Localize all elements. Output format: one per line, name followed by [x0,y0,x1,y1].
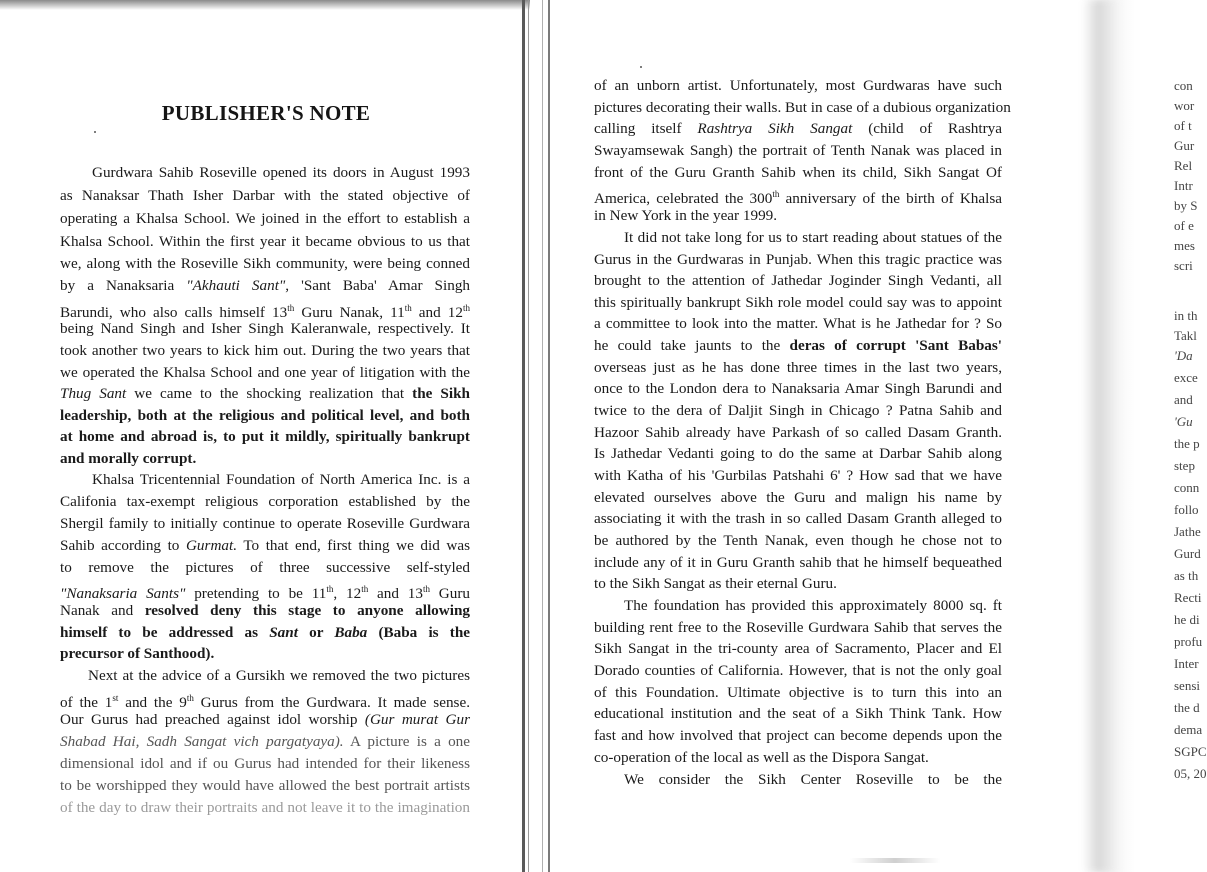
text-line: precursor of Santhood). [60,645,215,662]
text-line: educational institution and the seat of a Sikh Think Tank. How [594,705,1002,722]
edge-text-line: and [1174,392,1193,407]
edge-text-line: as th [1174,568,1199,583]
gutter-line [542,0,543,872]
edge-text-line: conn [1174,480,1200,495]
edge-text-line: mes [1174,238,1195,253]
text-run: To that end, first thing we did was [237,537,470,554]
text-run: calling itself [594,120,698,137]
text-run-italic: Thug Sant [60,385,127,402]
text-line: Shergil family to initially continue to operate Roseville Gurdwara [60,515,470,532]
text-line: Is Jathedar Vedanti going to do the same at Darbar Sahib along [594,445,1002,462]
text-line: Dorado counties of California. However, that is not the only goal [594,662,1002,679]
text-line: a committee to look into the matter. What is he Jathedar for ? So [594,315,1002,332]
text-line: Swayamsewak Sangh) the portrait of Tenth Nanak was placed in [594,142,1002,159]
text-run: Sahib according to [60,537,186,554]
text-line: be authored by the Tenth Nanak, even though he chose not to [594,532,1002,549]
text-line: Hazoor Sahib already have Parkash of so called Dasam Granth. [594,424,1002,441]
text-run: Guru Nanak, 11 [294,304,405,322]
text-run-bold: (Baba is the [367,624,471,641]
text-run-bold-italic: Baba [334,624,368,641]
text-run: and 13 [368,585,423,603]
text-line: pictures decorating their walls. But in case of a dubious organization [594,99,1011,116]
text-run: we came to the shocking realization that [126,385,413,402]
text-line: Califonia tax-exempt religious corporation established by the [60,493,470,510]
text-line [594,119,1002,139]
text-line: with Katha of his 'Gurbilas Patshahi 6' ? How sad that we have [594,467,1002,484]
text-line: we operated the Khalsa School and one year of litigation with the [60,364,470,381]
gutter-line [548,0,550,872]
edge-text-line: Takl [1174,328,1197,343]
speck [640,66,642,68]
text-line [60,710,470,730]
text-line: of the day to draw their portraits and not leave it to the imagination [60,799,470,816]
text-line: front of the Guru Granth Sahib when its child, Sikh Sangat Of [594,164,1002,181]
text-line: leadership, both at the religious and political level, and both [60,407,470,424]
edge-text-line: Intr [1174,178,1193,193]
superscript: th [186,693,194,703]
text-line [60,601,470,621]
superscript: th [462,303,470,313]
edge-text-line: SGPC [1174,744,1207,759]
text-line: we, along with the Roseville Sikh community, were being conned [60,255,470,272]
left-page [0,0,522,872]
text-line: at home and abroad is, to put it mildly, spiritually bankrupt [60,428,470,445]
text-run: dimensional idol and if ou [60,755,229,772]
edge-text-line: profu [1174,634,1203,649]
text-run-bold: or [297,624,335,641]
gutter-line [522,0,525,872]
text-line [60,536,470,556]
text-run-italic: Gurmat. [185,537,238,554]
book-gutter [522,0,556,872]
edge-text-line: exce [1174,370,1198,385]
edge-text-line: 'Gu [1174,414,1193,429]
text-run: anniversary of the birth of Khalsa [779,190,1002,208]
text-run: A picture is a one [343,733,470,750]
text-line: Khalsa School. Within the first year it became obvious to us that [60,233,470,250]
gutter-line [528,0,529,872]
edge-text-line: the d [1174,700,1200,715]
text-run: , 'Sant Baba' Amar Singh [285,277,471,294]
edge-text-line: step [1174,458,1195,473]
text-line: to the Sikh Sangat as their eternal Guru. [594,575,837,592]
edge-text-line: 05, 20 [1174,766,1207,781]
superscript: th [361,584,369,594]
edge-text-line: the p [1174,436,1200,451]
edge-text-line: follo [1174,502,1199,517]
superscript: th [326,584,334,594]
edge-text-line: Inter [1174,656,1199,671]
text-line: to remove the pictures of three successive self-styled [60,559,470,576]
text-line [60,276,470,296]
text-run: and the 9 [118,694,187,712]
text-line: Sikh Sangat in the tri-county area of Sacramento, Placer and El [594,640,1002,657]
edge-text-line: con [1174,78,1193,93]
text-line: associating it with the trash in so called Dasam Granth alleged to [594,510,1002,527]
superscript: th [404,303,412,313]
edge-text-line: by S [1174,198,1198,213]
edge-text-line: Gurd [1174,546,1201,561]
text-line: Khalsa Tricentennial Foundation of North America Inc. is a [92,471,470,488]
next-page-edge [1082,0,1207,872]
text-line: as Nanaksar Thath Isher Darbar with the stated objective of [60,187,470,204]
page-title: PUBLISHER'S NOTE [161,101,371,125]
edge-text-line: Gur [1174,138,1195,153]
text-run-italic: "Akhauti Sant" [186,277,286,294]
text-run-bold-italic: Sant [269,624,298,641]
text-line: We consider the Sikh Center Roseville to be the [624,771,1002,788]
text-line [594,336,1002,356]
text-line: overseas just as he has done three times in the last two years, [594,359,1002,376]
text-run-bold: himself to be addressed as [60,624,270,641]
text-run-italic: Rashtrya Sikh Sangat [697,120,853,137]
text-line [60,623,470,643]
text-line: this spiritually bankrupt Sikh role model could say was to appoint [594,294,1002,311]
edge-text-line: in th [1174,308,1198,323]
text-run: of the 1 [60,694,113,712]
text-line: include any of it in Guru Granth sahib that he himself bequeathed [594,554,1002,571]
right-page [556,0,1076,872]
text-line: operating a Khalsa School. We joined in the effort to establish a [60,210,470,227]
text-run: Our Gurus had preached against idol worship [60,711,365,728]
text-line: Next at the advice of a Gursikh we removed the two pictures [88,667,470,684]
text-line: being Nand Singh and Isher Singh Kaleranwale, respectively. It [60,320,470,337]
edge-text-line: of e [1174,218,1194,233]
edge-text-line: sensi [1174,678,1200,693]
edge-text-line: wor [1174,98,1195,113]
text-line: co-operation of the local as well as the Dispora Sangat. [594,749,929,766]
edge-text-line: 'Da [1174,348,1193,363]
text-line: took another two years to kick him out. During the two years that [60,342,470,359]
edge-text-line: Jathe [1174,524,1201,539]
edge-text-line: Recti [1174,590,1202,605]
text-run: Barundi, who also calls himself 13 [60,304,288,322]
text-run: he could take jaunts to the [594,337,790,354]
text-line: It did not take long for us to start reading about statues of the [624,229,1002,246]
superscript: th [287,303,295,313]
edge-text-line: Rel [1174,158,1193,173]
text-line: brought to the attention of Jathedar Joginder Singh Vedanti, all [594,272,1002,289]
text-run-bold: resolved deny this stage to anyone allowing [144,602,470,619]
text-line: elevated ourselves above the Guru and malign his name by [594,489,1002,506]
text-run: Gurus from the Gurdwara. It made sense. [193,694,470,712]
text-line: to be worshipped they would have allowed the best portrait artists [60,777,470,794]
superscript: th [422,584,430,594]
text-run: and 12 [411,304,463,322]
page-curl-shadow [1082,0,1118,872]
text-line: building rent free to the Roseville Gurdwara Sahib that serves the [594,619,1002,636]
text-run: America, celebrated the 300 [594,190,773,208]
speck [94,131,96,133]
text-run: pretending to be 11 [185,585,327,603]
text-run: Guru [429,585,470,603]
text-line [60,754,470,774]
text-run-bold: deras of corrupt 'Sant Babas' [789,337,1002,354]
text-run-bold: the Sikh [412,385,470,402]
edge-text-line: scri [1174,258,1193,273]
text-run: Gurus had intended for their likeness [234,755,471,772]
text-line: once to the London dera to Nanaksaria Amar Singh Barundi and [594,380,1002,397]
text-run: (child of Rashtrya [852,120,1002,137]
text-run: Nanak and [60,602,145,619]
text-line: of an unborn artist. Unfortunately, most Gurdwaras have such [594,77,1002,94]
text-run: , 12 [333,585,362,603]
text-run-italic: "Nanaksaria Sants" [60,585,186,603]
text-line: fast and how involved that project can become depends upon the [594,727,1002,744]
text-line: in New York in the year 1999. [594,207,778,224]
text-run-italic: Shabad Hai, Sadh Sangat vich pargatyaya). [60,733,344,750]
text-line: Gurdwara Sahib Roseville opened its doors in August 1993 [92,164,470,181]
text-line: and morally corrupt. [60,450,197,467]
superscript: st [112,693,119,703]
text-run: by a Nanaksaria [60,277,175,294]
text-run-italic: (Gur murat Gur [364,711,470,728]
scan-smudge [850,858,940,863]
edge-text-line: he di [1174,612,1200,627]
text-line [60,384,470,404]
text-line [60,732,470,752]
text-line: twice to the dera of Daljit Singh in Chicago ? Patna Sahib and [594,402,1002,419]
text-line: The foundation has provided this approximately 8000 sq. ft [624,597,1002,614]
text-line: of this Foundation. Ultimate objective is to turn this into an [594,684,1002,701]
edge-text-line: dema [1174,722,1203,737]
edge-text-line: of t [1174,118,1192,133]
superscript: th [772,189,780,199]
text-line: Gurus in the Gurdwaras in Punjab. When this tragic practice was [594,251,1002,268]
